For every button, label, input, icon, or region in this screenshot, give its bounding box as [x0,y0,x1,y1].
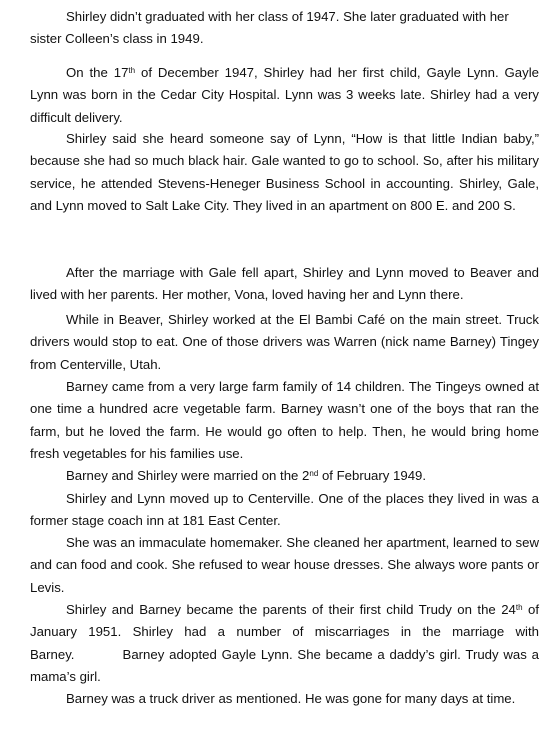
paragraph: She was an immaculate homemaker. She cleaned her apartment, learned to sew and can food and cook. She refused to wear house dresses. She always wore pants or Levis. [30,535,539,595]
ordinal-suffix: th [128,66,136,75]
ordinal-suffix: th [515,603,523,612]
paragraph: Barney was a truck driver as mentioned. He was gone for many days at time. [66,691,516,706]
paragraph: Barney and Shirley were married on the 2nd of February 1949. [66,468,427,483]
paragraph: After the marriage with Gale fell apart, Shirley and Lynn moved to Beaver and lived with her parents. Her mother, Vona, loved having her and Lynn there. [30,265,539,303]
paragraph: Shirley said she heard someone say of Lynn, “How is that little Indian baby,” because she had so much black hair. Gale wanted to go to school. So, after his military service, he attended Stevens-Heneger Business School in accounting. Shirley, Gale, and Lynn moved to Salt Lake City. They lived in an apartment on 800 E. and 200 S. [30,131,539,213]
paragraph: Shirley and Lynn moved up to Centerville. One of the places they lived in was a former stage coach inn at 181 East Center. [30,491,539,529]
paragraph: On the 17th of December 1947, Shirley had her first child, Gayle Lynn. Gayle Lynn was born in the Cedar City Hospital. Lynn was 3 weeks late. Shirley had a very difficult delivery. [30,65,539,125]
paragraph: While in Beaver, Shirley worked at the El Bambi Café on the main street. Truck drivers would stop to eat. One of those drivers was Warren (nick name Barney) Tingey from Centerville, Utah. [30,312,539,372]
paragraph: Shirley didn’t graduated with her class of 1947. She later graduated with her sister Colleen’s class in 1949. [30,9,509,47]
paragraph: Barney came from a very large farm family of 14 children. The Tingeys owned at one time a hundred acre vegetable farm. Barney wasn’t one of the boys that ran the farm, but he loved the farm. He would go often to help. Then, he would bring home fresh vegetables for his families use. [30,379,539,461]
paragraph: Shirley and Barney became the parents of their first child Trudy on the 24th of January 1951. Shirley had a number of miscarriages in the marriage with Barney. Barney adopted Gayle Lynn. She became a daddy’s girl. Trudy was a mama’s girl. [30,602,539,684]
ordinal-suffix: nd [309,469,319,478]
